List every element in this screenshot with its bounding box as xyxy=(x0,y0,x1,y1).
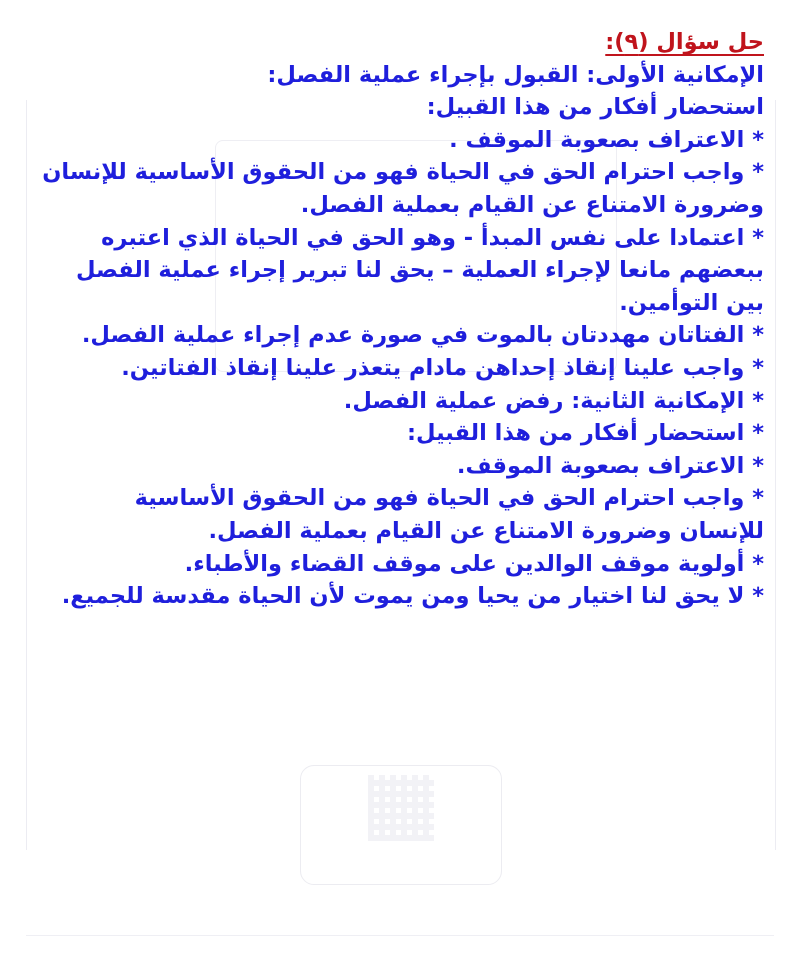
answer-line: وضرورة الامتناع عن القيام بعملية الفصل. xyxy=(300,191,764,218)
answer-line: * واجب احترام الحق في الحياة فهو من الحقوق الأساسية للإنسان xyxy=(42,159,764,186)
answer-line: * واجب احترام الحق في الحياة فهو من الحقوق الأساسية xyxy=(134,485,764,512)
answer-line: * واجب علينا إنقاذ إحداهن مادام يتعذر علينا إنقاذ الفتاتين. xyxy=(121,354,764,381)
answer-line: للإنسان وضرورة الامتناع عن القيام بعملية الفصل. xyxy=(208,517,764,544)
question-title: حل سؤال (٩): xyxy=(605,29,764,55)
answer-line: * الفتاتان مهددتان بالموت في صورة عدم إجراء عملية الفصل. xyxy=(81,322,764,349)
answer-line: * الاعتراف بصعوبة الموقف. xyxy=(456,452,764,479)
qr-code-icon xyxy=(368,775,434,841)
answer-text-block xyxy=(24,26,764,613)
answer-line: * الاعتراف بصعوبة الموقف . xyxy=(449,126,764,153)
background-divider xyxy=(26,935,774,936)
answer-line: بين التوأمين. xyxy=(619,289,764,316)
answer-line: * الإمكانية الثانية: رفض عملية الفصل. xyxy=(343,387,764,414)
answer-line: ببعضهم مانعا لإجراء العملية – يحق لنا تبرير إجراء عملية الفصل xyxy=(75,257,764,284)
answer-line: * اعتمادا على نفس المبدأ - وهو الحق في الحياة الذي اعتبره xyxy=(101,224,764,251)
answer-line: * أولوية موقف الوالدين على موقف القضاء والأطباء. xyxy=(184,550,764,577)
answer-line: * استحضار أفكار من هذا القبيل: xyxy=(407,420,764,447)
answer-line: استحضار أفكار من هذا القبيل: xyxy=(426,94,764,121)
answer-line: * لا يحق لنا اختيار من يحيا ومن يموت لأن الحياة مقدسة للجميع. xyxy=(61,583,764,610)
answer-line: الإمكانية الأولى: القبول بإجراء عملية الفصل: xyxy=(267,61,764,88)
